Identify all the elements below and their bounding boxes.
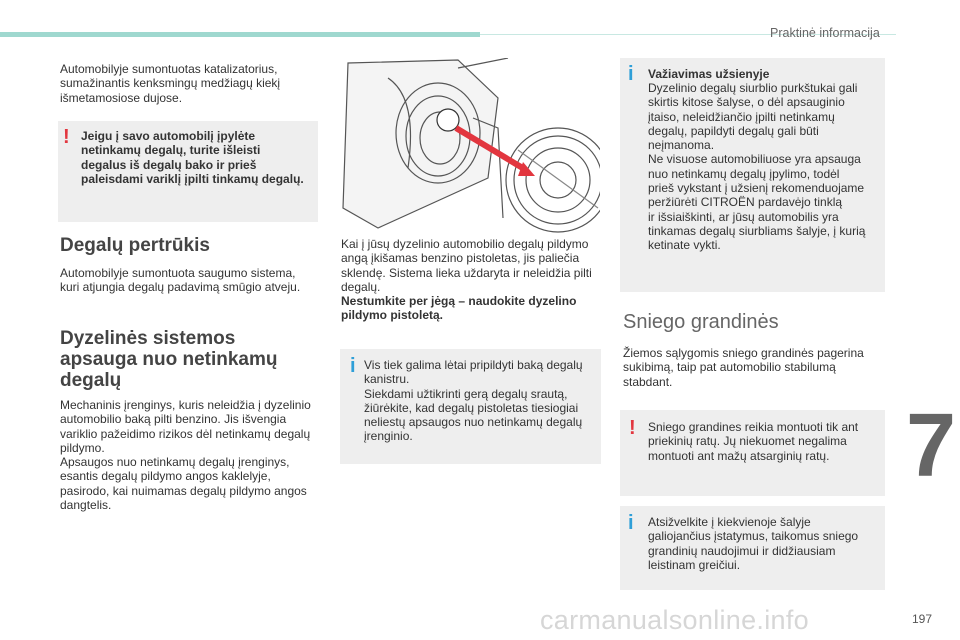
snow-chains-text: Žiemos sąlygomis sniego grandinės pagerina sukibimą, taip pat automobilio stabilumą stabdant. — [623, 346, 864, 389]
fuel-filler-illustration — [338, 58, 600, 236]
section-title: Praktinė informacija — [770, 26, 880, 40]
watermark: carmanualsonline.info — [540, 605, 809, 635]
exclamation-icon: ! — [629, 417, 636, 439]
info-text-canister: Vis tiek galima lėtai pripildyti baką degalų kanistru. Siekdami užtikrinti gerą degalų srautą, žiūrėkite, kad degalų pistoletas tiesiogiai neliestų apsaugos nuo netinkamų degalų įrenginio. — [364, 358, 583, 444]
chapter-number: 7 — [906, 396, 957, 496]
intro-text: Automobilyje sumontuotas katalizatorius, sumažinantis kenksmingų medžiagų kiekį išmetamosiose dujose. — [60, 62, 281, 105]
page-number: 197 — [912, 612, 933, 626]
info-text-laws: Atsižvelkite į kiekvienoje šalyje galiojančius įstatymus, taikomus sniego grandinių naudojimui ir didžiausiam leistinam greičiui. — [648, 515, 859, 572]
heading-fuel-cutoff: Degalų pertrūkis — [60, 235, 210, 256]
info-title-abroad: Važiavimas užsienyje — [648, 67, 770, 81]
warning-text-chains: Sniego grandines reikia montuoti tik ant priekinių ratų. Jų niekuomet negalima montuoti ant mažų atsarginių ratų. — [648, 420, 859, 463]
misfuel-device-text: Kai į jūsų dyzelinio automobilio degalų pildymo angą įkišamas benzino pistoletas, jis paliečia sklendę. Sistema lieka uždaryta ir neleidžia pilti degalų. — [341, 237, 592, 294]
fuel-cutoff-text: Automobilyje sumontuota saugumo sistema, kuri atjungia degalų padavimą smūgio atveju. — [60, 266, 301, 295]
info-i-icon: i — [350, 355, 356, 377]
header-accent-bar — [0, 32, 480, 37]
info-i-icon: i — [628, 512, 634, 534]
info-text-abroad: Dyzelinio degalų siurblio purkštukai gali skirtis kitose šalyse, o dėl apsauginio įtaiso, neleidžiančio įpilti netinkamų degalų, papildyti degalų gali būti neįmanoma. Ne visuose automobiliuose yra apsauga nuo netinkamų degalų įpylimo, todėl prieš vykstant į užsienį rekomenduojame peržiūrėti CITROËN pardavėjo tinklą ir išsiaiškinti, ar jūsų automobilis yra tinkamas degalų siurbliams šalyje, į kurią ketinate vykti. — [648, 81, 866, 253]
exclamation-icon: ! — [63, 126, 70, 148]
misfuel-device-bold-text: Nestumkite per jėgą – naudokite dyzelino pildymo pistoletą. — [341, 294, 577, 323]
warning-text-fuel: Jeigu į savo automobilį įpylėte netinkamų degalų, turite išleisti degalus iš degalų bako ir prieš paleisdami variklį įpilti tinkamų degalų. — [81, 129, 304, 186]
heading-snow-chains: Sniego grandinės — [623, 311, 779, 333]
misfuel-protection-text: Mechaninis įrenginys, kuris neleidžia į dyzelinio automobilio baką pilti benzino. Jis išvengia variklio pažeidimo rizikos dėl netinkamų degalų pildymo. Apsaugos nuo netinkamų degalų įrenginys, esantis degalų pildymo angos kaklelyje, pasirodo, kai nuimamas degalų pildymo angos dangtelis. — [60, 398, 311, 513]
chapter-tab — [906, 396, 960, 496]
heading-misfuel-protection: Dyzelinės sistemos apsauga nuo netinkamų degalų — [60, 328, 278, 391]
info-i-icon: i — [628, 63, 634, 85]
